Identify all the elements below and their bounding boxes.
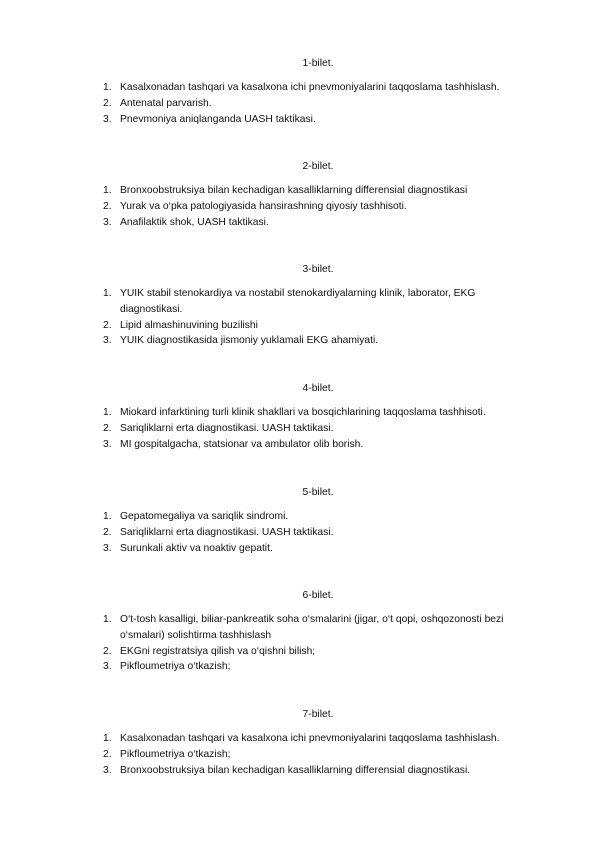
ticket-title: 6-bilet.: [302, 590, 334, 601]
list-item: [0, 421, 596, 437]
item-number: 2.: [103, 319, 112, 331]
ticket-4: [0, 382, 596, 452]
question-list: [0, 183, 596, 230]
item-number: 3.: [103, 438, 112, 450]
ticket-title: 7-bilet.: [302, 709, 334, 720]
list-item: [0, 437, 596, 453]
item-number: 1.: [103, 733, 112, 744]
item-number: 1.: [103, 614, 112, 625]
item-text: MI gospitalgacha, statsionar va ambulator olib borish.: [120, 438, 364, 450]
item-text: Lipid almashinuvining buzilishi: [120, 319, 258, 331]
ticket-title: 3-bilet.: [302, 264, 334, 275]
item-number: 3.: [103, 661, 112, 673]
ticket-title: 1-bilet.: [302, 58, 334, 69]
list-item: [0, 763, 596, 779]
item-text: Pikfloumetriya o‘tkazish;: [120, 661, 231, 673]
list-item: [0, 731, 596, 747]
item-text: Kasalxonadan tashqari va kasalxona ichi pnevmoniyalarini taqqoslama tashhislash.: [120, 82, 500, 93]
item-text: O‘t-tosh kasalligi, biliar-pankreatik soha o‘smalarini (jigar, o‘t qopi, oshqozonosti bezi o‘smalari) solishtirma tashhislash: [120, 614, 504, 641]
item-text: Gepatomegaliya va sariqlik sindromi.: [120, 511, 289, 522]
item-text: Antenatal parvarish.: [120, 97, 212, 109]
list-item: [0, 405, 596, 421]
item-text: Sariqliklarni erta diagnostikasi. UASH taktikasi.: [120, 526, 334, 538]
ticket-title: 2-bilet.: [302, 161, 334, 172]
item-number: 1.: [103, 185, 112, 196]
question-list: [0, 286, 596, 349]
item-text: Anafilaktik shok, UASH taktikasi.: [120, 216, 269, 228]
item-text: Pikfloumetriya o‘tkazish;: [120, 748, 231, 760]
question-list: [0, 509, 596, 556]
list-item: [0, 333, 596, 349]
item-text: Miokard infarktining turli klinik shakllari va bosqichlarining taqqoslama tashhisoti.: [120, 407, 486, 418]
item-number: 3.: [103, 216, 112, 228]
ticket-1: [0, 57, 596, 127]
ticket-title: 4-bilet.: [302, 383, 334, 394]
list-item: [0, 612, 596, 644]
list-item: [0, 318, 596, 334]
item-number: 3.: [103, 113, 112, 125]
ticket-5: [0, 486, 596, 556]
item-number: 2.: [103, 645, 112, 657]
list-item: [0, 96, 596, 112]
list-item: [0, 286, 596, 318]
list-item: [0, 199, 596, 215]
list-item: [0, 659, 596, 675]
item-text: Bronxoobstruksiya bilan kechadigan kasalliklarning differensial diagnostikasi: [120, 185, 468, 196]
item-text: Pnevmoniya aniqlanganda UASH taktikasi.: [120, 113, 316, 125]
ticket-2: [0, 160, 596, 230]
ticket-title: 5-bilet.: [302, 487, 334, 498]
item-text: YUIK diagnostikasida jismoniy yuklamali EKG ahamiyati.: [120, 335, 379, 347]
list-item: [0, 525, 596, 541]
item-number: 1.: [103, 82, 112, 93]
item-number: 1.: [103, 407, 112, 418]
item-number: 3.: [103, 764, 112, 776]
ticket-3: [0, 263, 596, 349]
ticket-6: [0, 589, 596, 675]
list-item: [0, 215, 596, 231]
item-number: 2.: [103, 526, 112, 538]
question-list: [0, 80, 596, 127]
item-number: 1.: [103, 288, 112, 299]
list-item: [0, 509, 596, 525]
item-number: 1.: [103, 511, 112, 522]
list-item: [0, 747, 596, 763]
item-number: 2.: [103, 422, 112, 434]
item-number: 2.: [103, 97, 112, 109]
item-text: YUIK stabil stenokardiya va nostabil stenokardiyalarning klinik, laborator, EKG diagnostikasi.: [120, 288, 476, 315]
item-text: Sariqliklarni erta diagnostikasi. UASH taktikasi.: [120, 422, 334, 434]
list-item: [0, 541, 596, 557]
item-number: 2.: [103, 200, 112, 212]
item-number: 3.: [103, 542, 112, 554]
ticket-7: [0, 708, 596, 778]
question-list: [0, 612, 596, 675]
question-list: [0, 731, 596, 778]
question-list: [0, 405, 596, 452]
item-text: Yurak va o‘pka patologiyasida hansirashning qiyosiy tashhisoti.: [120, 200, 407, 212]
item-number: 2.: [103, 748, 112, 760]
list-item: [0, 644, 596, 660]
list-item: [0, 112, 596, 128]
item-text: Kasalxonadan tashqari va kasalxona ichi pnevmoniyalarini taqqoslama tashhislash.: [120, 733, 500, 744]
list-item: [0, 183, 596, 199]
item-number: 3.: [103, 335, 112, 347]
list-item: [0, 80, 596, 96]
item-text: Bronxoobstruksiya bilan kechadigan kasalliklarning differensial diagnostikasi.: [120, 764, 471, 776]
item-text: EKGni registratsiya qilish va o‘qishni bilish;: [120, 645, 316, 657]
item-text: Surunkali aktiv va noaktiv gepatit.: [120, 542, 273, 554]
